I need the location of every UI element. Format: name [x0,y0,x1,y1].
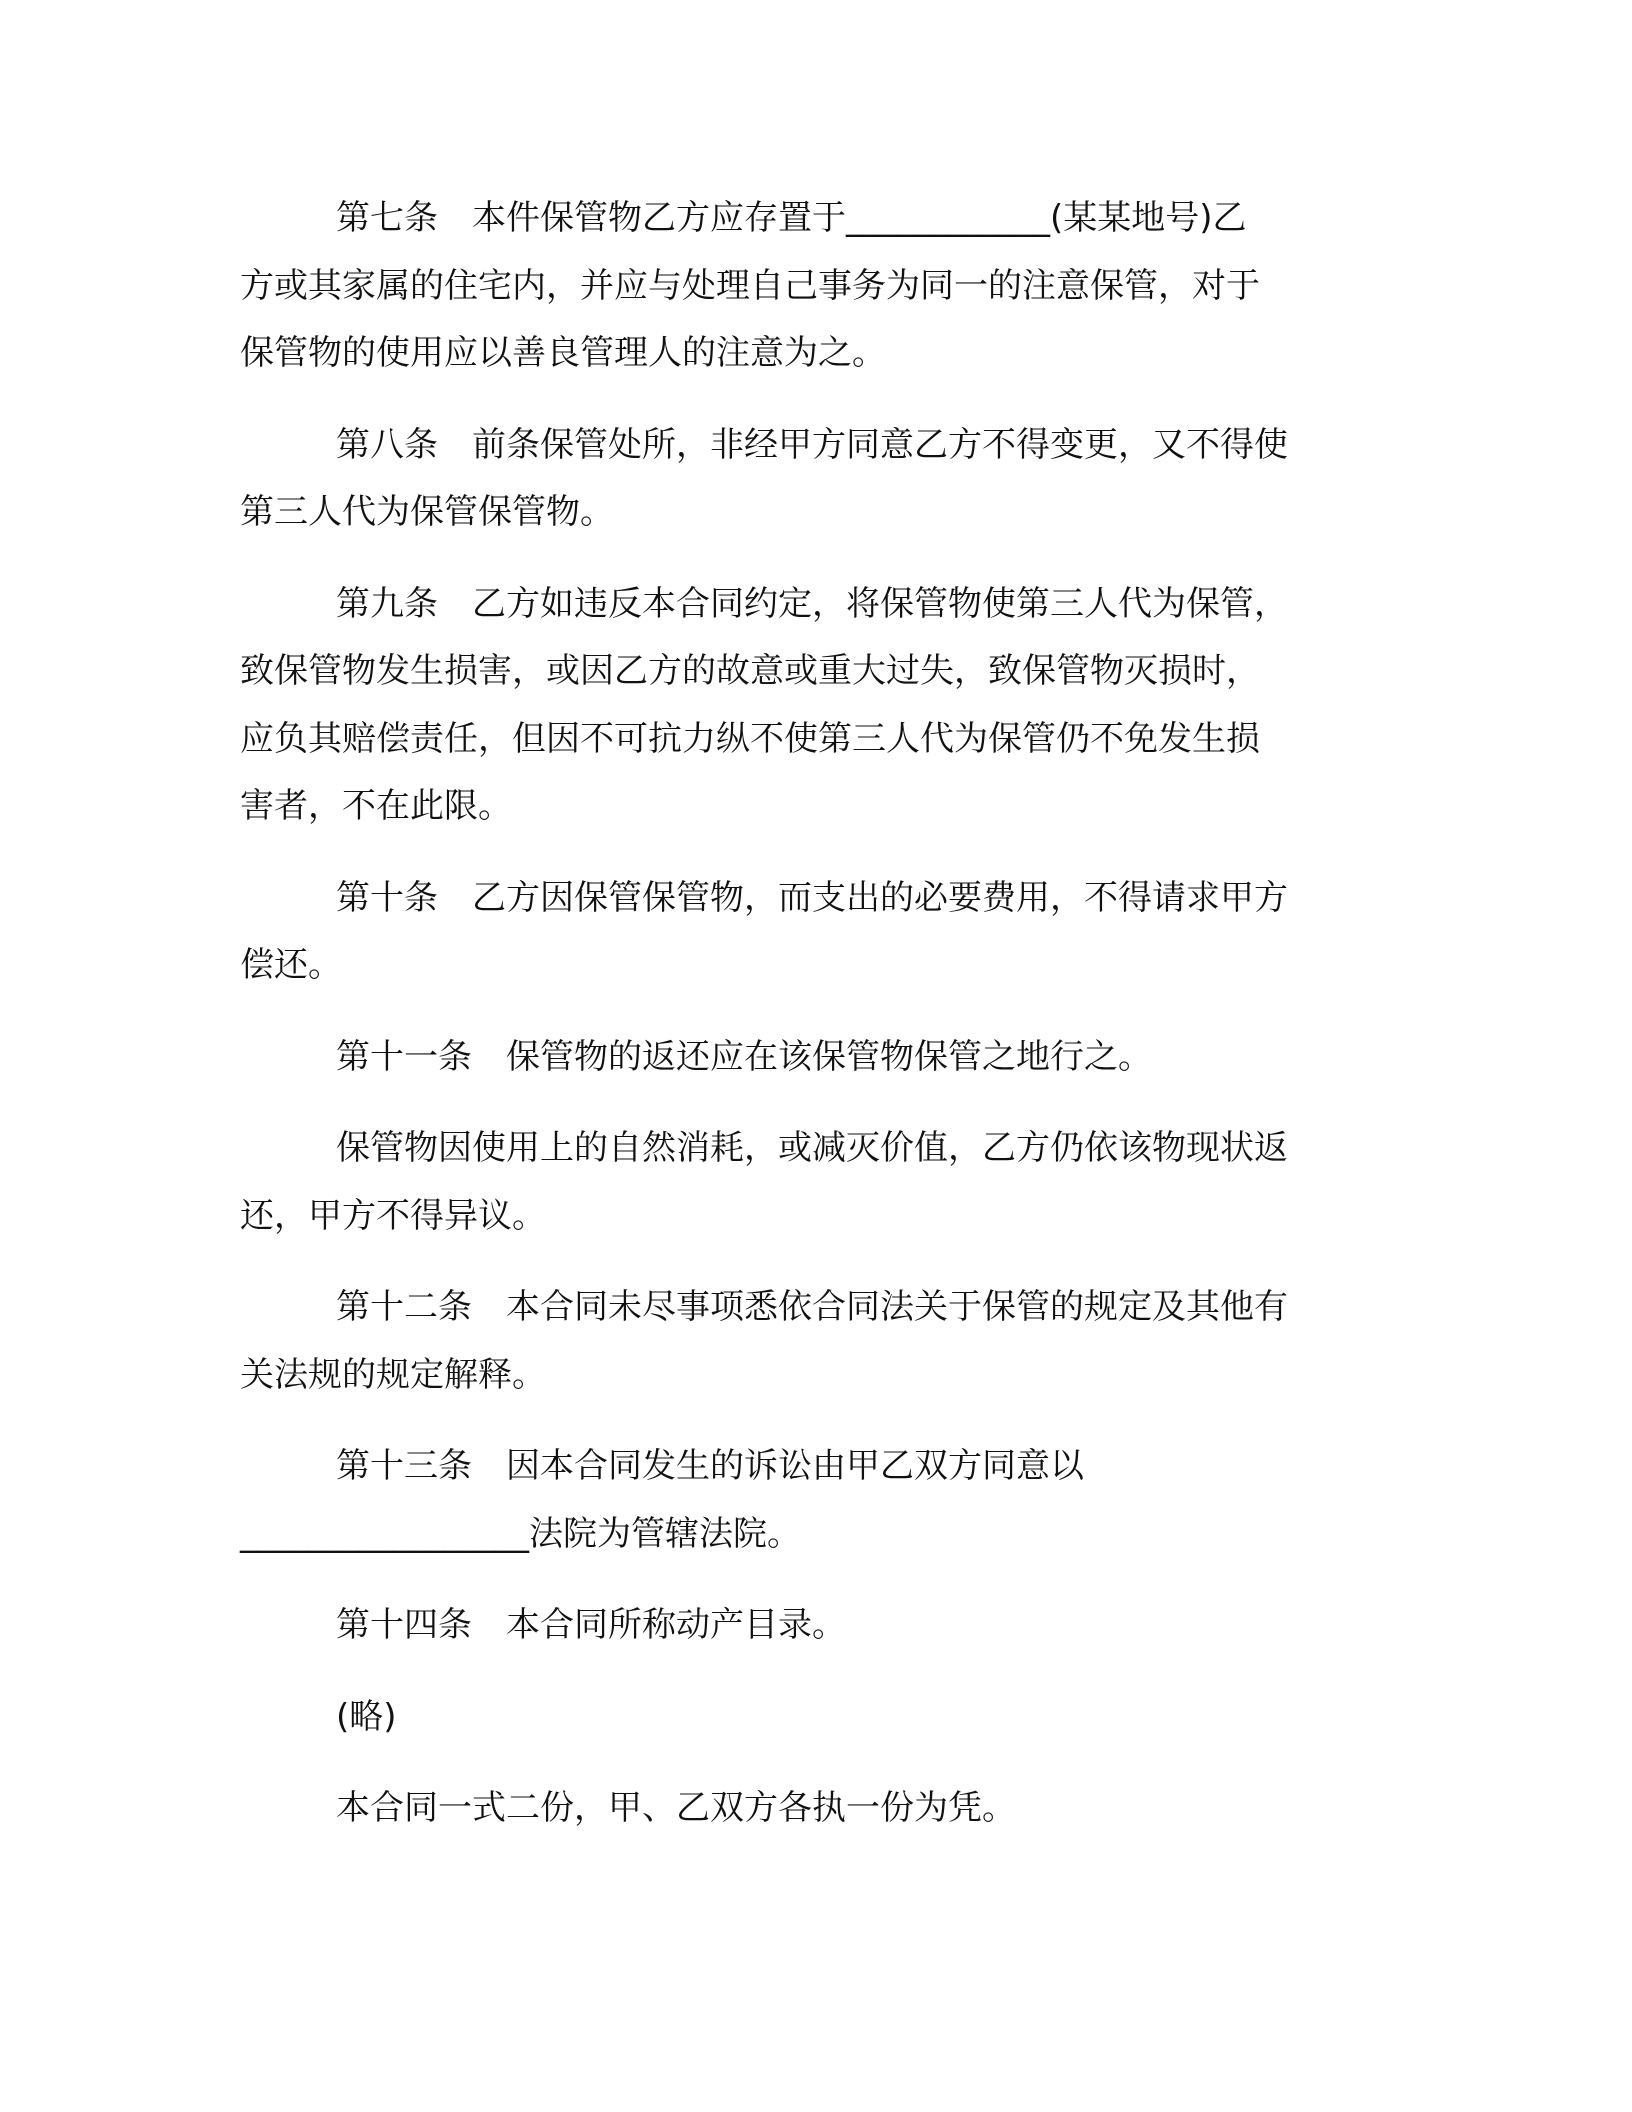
text-line: 害者，不在此限。 [240,786,512,826]
article-12 [240,1274,1405,1409]
text-line: 第十四条 本合同所称动产目录。 [336,1605,846,1645]
article-9 [240,571,1405,841]
article-8 [240,412,1405,547]
text-line: 第十三条 因本合同发生的诉讼由甲乙双方同意以 [336,1446,1084,1486]
text-line: 第十二条 本合同未尽事项悉依合同法关于保管的规定及其他有 [336,1287,1288,1327]
article-10 [240,865,1405,1000]
document-page [240,185,1405,1867]
text-line: 第八条 前条保管处所，非经甲方同意乙方不得变更，又不得使 [336,424,1288,465]
article-14 [240,1592,1405,1660]
text-line: _________________法院为管辖法院。 [240,1513,801,1554]
article-11-supplement [240,1115,1405,1250]
article-11 [240,1024,1405,1092]
text-line: 保管物因使用上的自然消耗，或减灭价值，乙方仍依该物现状返 [336,1128,1288,1168]
text-line: 方或其家属的住宅内，并应与处理自己事务为同一的注意保管，对于 [240,265,1260,306]
text-line: 第十条 乙方因保管保管物，而支出的必要费用，不得请求甲方 [336,877,1288,918]
text-line: 关法规的规定解释。 [240,1354,546,1395]
text-line: 第七条 本件保管物乙方应存置于____________(某某地号)乙 [336,198,1247,238]
text-line: 应负其赔偿责任，但因不可抗力纵不使第三人代为保管仍不免发生损 [240,718,1260,759]
article-13 [240,1433,1405,1568]
article-7 [240,185,1405,388]
text-line: 致保管物发生损害，或因乙方的故意或重大过失，致保管物灭损时， [240,651,1260,691]
text-line: 偿还。 [240,945,342,985]
text-line: 本合同一式二份，甲、乙双方各执一份为凭。 [336,1788,1016,1828]
text-line: (略) [336,1696,397,1737]
text-line: 第九条 乙方如违反本合同约定，将保管物使第三人代为保管， [336,583,1288,624]
text-line: 第十一条 保管物的返还应在该保管物保管之地行之。 [336,1036,1152,1077]
text-line: 保管物的使用应以善良管理人的注意为之。 [240,333,886,373]
omitted-note [240,1684,1405,1752]
copies-clause [240,1775,1405,1843]
text-line: 还，甲方不得异议。 [240,1195,546,1236]
text-line: 第三人代为保管保管物。 [240,492,614,532]
